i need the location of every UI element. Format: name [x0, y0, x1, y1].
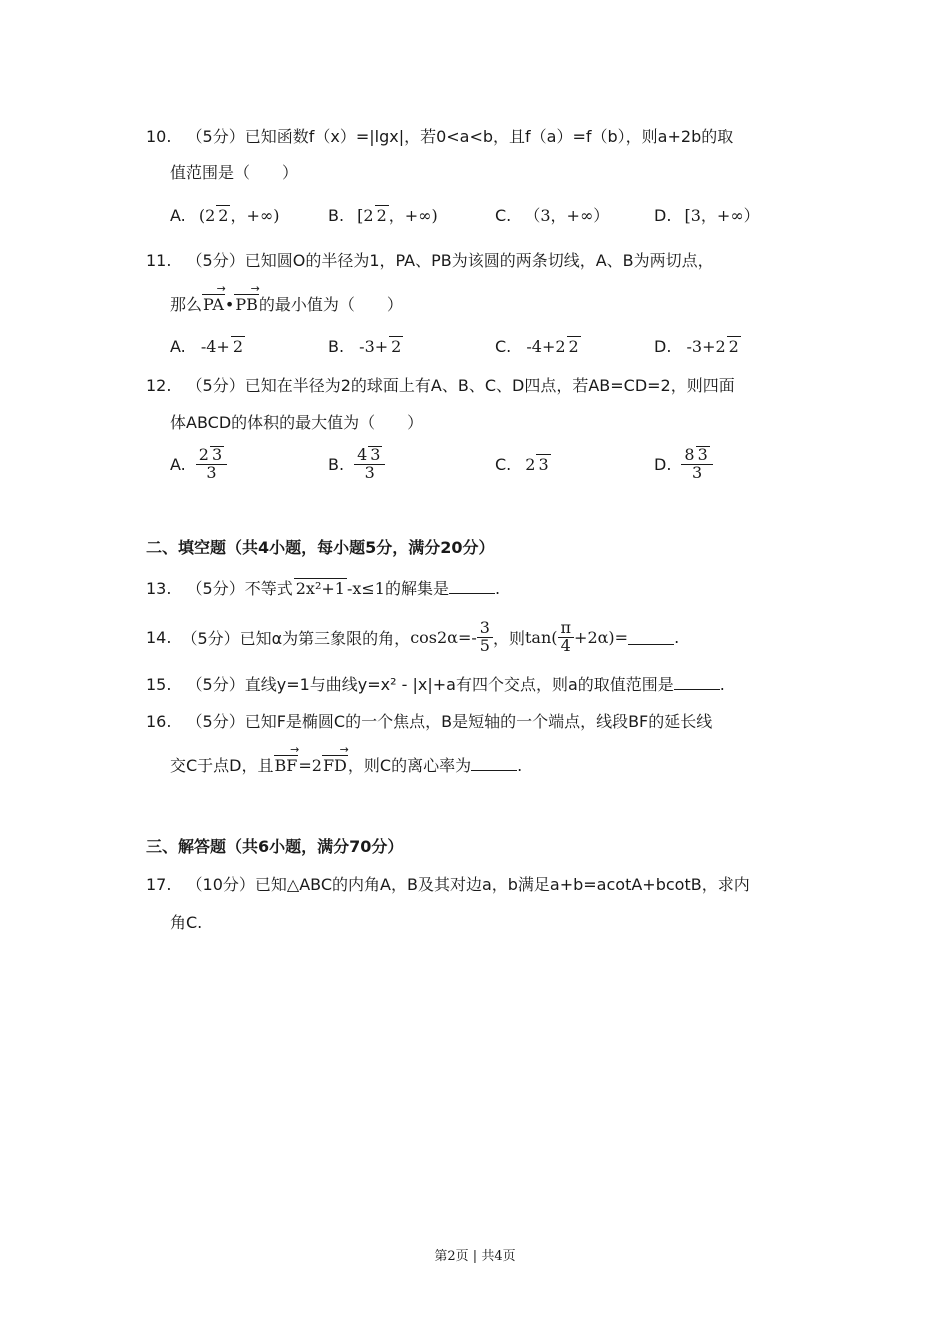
answer-blank[interactable] [674, 675, 720, 690]
question-15 [146, 672, 725, 695]
denominator: 4 [560, 635, 571, 655]
question-number: 14. [146, 627, 172, 647]
text: 那么 [170, 295, 203, 314]
sqrt: 2 [728, 337, 739, 356]
question-12 [146, 373, 735, 396]
math: +2α)= [574, 627, 629, 647]
dot-operator: • [224, 295, 235, 314]
section-heading-fill: 二、填空题（共4小题，每小题5分，满分20分） [146, 538, 495, 557]
question-number: 17. [146, 875, 172, 894]
question-13 [146, 576, 500, 599]
question-number: 15. [146, 675, 172, 694]
vector-fd [322, 756, 348, 775]
question-text: （5分）已知F是椭圆C的一个焦点，B是短轴的一个端点，线段BF的延长线 [186, 712, 713, 731]
question-text: （5分）已知α为第三象限的角， [181, 628, 411, 648]
numerator: 3 [477, 620, 493, 638]
option-math: -3+ [359, 337, 389, 356]
coef: 8 [684, 445, 695, 465]
option-label: C. [495, 206, 512, 225]
question-text-cont: 角C. [170, 913, 203, 932]
question-text: （5分）不等式 [186, 579, 293, 598]
sqrt: 2 [568, 337, 579, 356]
question-text-cont: 值范围是（ ） [170, 163, 299, 182]
vector-pb [234, 295, 259, 314]
question-text: 的解集是 [384, 579, 449, 598]
question-text: （5分）直线y=1与曲线y=x² - |x|+a有四个交点，则a的取值范围是 [186, 675, 674, 694]
option-math: -3+2 [686, 337, 726, 356]
option-math: 2 [525, 454, 536, 474]
vector-label: PA [203, 295, 224, 314]
sqrt: 2x²+1 [295, 579, 345, 598]
coef: 4 [357, 445, 368, 465]
vector-label: PB [235, 295, 258, 314]
option-label: D. [654, 206, 672, 225]
option-label: D. [654, 454, 672, 474]
period: . [674, 627, 680, 647]
period: . [494, 579, 501, 598]
math: =2 [298, 756, 322, 775]
option-label: A. [170, 206, 186, 225]
math: cos2α=- [410, 627, 477, 647]
period: . [517, 756, 523, 775]
question-number: 12. [146, 376, 172, 395]
sqrt: 3 [211, 445, 223, 465]
vector-label: BF [274, 756, 298, 775]
sqrt: 2 [376, 206, 387, 225]
option-d [654, 203, 760, 226]
sqrt: 2 [218, 206, 229, 225]
question-number: 10. [146, 127, 172, 146]
section-heading-answer: 三、解答题（共6小题，满分70分） [146, 837, 404, 856]
option-label: A. [170, 454, 186, 474]
option-math: [3，+∞） [684, 206, 760, 225]
denominator: 3 [692, 463, 703, 482]
option-math: [2 [357, 206, 374, 225]
option-math: （3，+∞） [524, 206, 610, 225]
vector-label: FD [322, 756, 347, 775]
option-label: B. [328, 454, 345, 474]
fraction [196, 446, 227, 482]
question-17 [146, 872, 750, 895]
fraction [477, 617, 493, 655]
sqrt: 3 [697, 445, 708, 465]
option-a [170, 441, 227, 487]
sqrt: 3 [370, 445, 381, 465]
option-label: C. [495, 454, 512, 474]
sqrt: 2 [391, 337, 402, 356]
numerator: π [558, 620, 575, 638]
option-b [328, 336, 403, 356]
question-text-cont: 体ABCD的体积的最大值为（ ） [170, 413, 424, 432]
option-c [495, 336, 581, 356]
question-14 [146, 614, 679, 660]
fraction [681, 446, 712, 482]
option-d [654, 441, 713, 487]
math: tan( [525, 627, 558, 647]
question-number: 16. [146, 712, 172, 731]
option-math: -4+ [200, 337, 230, 356]
question-text: ，则 [492, 628, 525, 648]
question-number: 11. [146, 251, 172, 270]
option-b [328, 203, 438, 226]
question-text-cont [170, 753, 522, 776]
text: ，则C的离心率为 [347, 756, 472, 775]
option-label: B. [328, 337, 345, 356]
option-a [170, 203, 279, 226]
option-math: (2 [198, 206, 216, 225]
question-text: （5分）已知圆O的半径为1，PA、PB为该圆的两条切线，A、B为两切点， [186, 251, 714, 270]
option-math: ，+∞) [388, 206, 438, 225]
question-10 [146, 124, 733, 147]
question-text: （10分）已知△ABC的内角A，B及其对边a，b满足a+b=acotA+bcotB，求内 [186, 875, 750, 894]
options-row [170, 441, 790, 487]
question-text: （5分）已知函数f（x）=|lgx|，若0<a<b，且f（a）=f（b），则a+2b的取 [186, 127, 734, 146]
option-label: A. [170, 337, 186, 356]
question-11 [146, 248, 714, 271]
question-16 [146, 709, 712, 732]
option-label: C. [495, 337, 512, 356]
math: -x≤1 [346, 579, 385, 598]
option-label: D. [654, 337, 672, 356]
answer-blank[interactable] [449, 579, 495, 594]
text: 交C于点D，且 [170, 756, 274, 775]
sqrt: 3 [538, 455, 549, 474]
page-footer: 第2页 | 共4页 [434, 1249, 516, 1264]
option-math: -4+2 [526, 337, 566, 356]
fraction [354, 446, 385, 482]
option-c [495, 203, 609, 226]
fraction [558, 617, 575, 655]
answer-blank[interactable] [628, 630, 674, 645]
option-label: B. [328, 206, 345, 225]
question-text: （5分）已知在半径为2的球面上有A、B、C、D四点，若AB=CD=2，则四面 [186, 376, 735, 395]
vector-bf [274, 756, 299, 775]
period: . [719, 675, 725, 694]
denominator: 3 [364, 463, 375, 482]
option-math: ，+∞) [230, 206, 280, 225]
option-d [654, 336, 741, 356]
denominator: 3 [206, 463, 217, 482]
option-a [170, 336, 245, 356]
sqrt: 2 [232, 337, 244, 356]
answer-blank[interactable] [471, 756, 517, 771]
denominator: 5 [479, 635, 490, 655]
option-b [328, 441, 385, 487]
coef: 2 [198, 445, 209, 465]
text: 的最小值为（ ） [258, 295, 403, 314]
vector-pa [202, 295, 225, 314]
question-text-cont [170, 292, 403, 315]
question-number: 13. [146, 579, 172, 598]
option-c [495, 441, 551, 487]
